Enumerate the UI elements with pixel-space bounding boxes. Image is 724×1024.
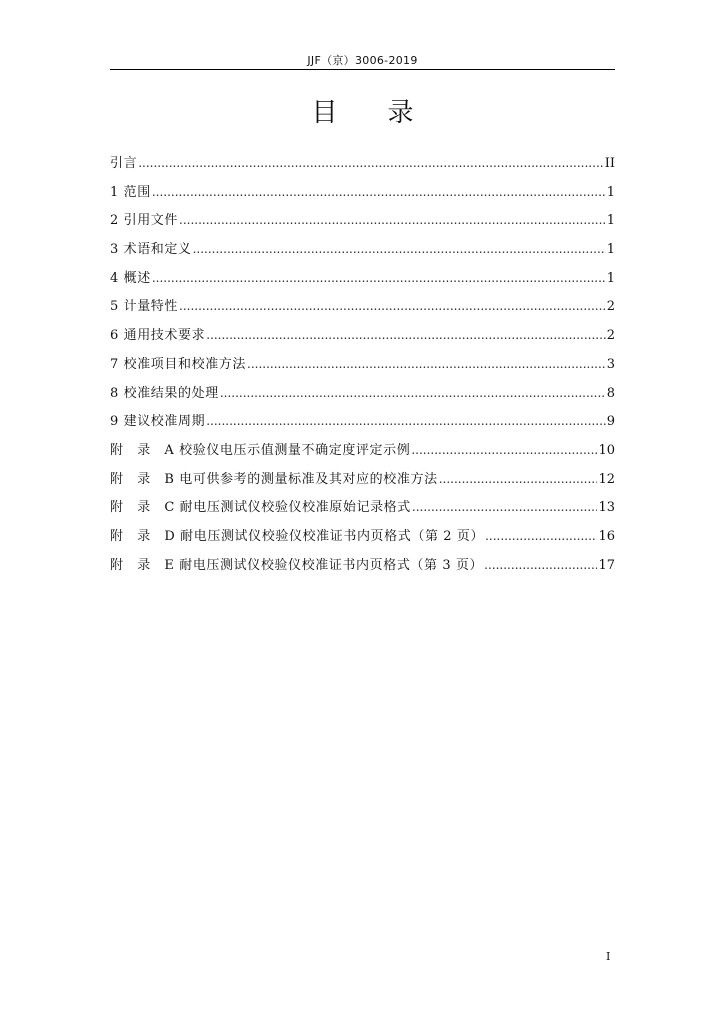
toc-dot-leader [179, 299, 606, 313]
toc-entry-label: 1 范围 [110, 184, 151, 200]
toc-entry-page: 9 [606, 414, 615, 430]
toc-dot-leader [152, 185, 606, 199]
toc-dot-leader [193, 242, 606, 256]
toc-dot-leader [484, 558, 597, 572]
toc-entry-page: II [604, 156, 615, 171]
toc-entry-page: 2 [606, 328, 615, 344]
toc-entry-label: 7 校准项目和校准方法 [110, 356, 247, 372]
toc-entry-page: 17 [598, 557, 615, 573]
toc-entry-label: 附 录 A 校验仪电压示值测量不确定度评定示例 [110, 442, 411, 458]
toc-dot-leader [247, 357, 606, 371]
toc-dot-leader [206, 328, 606, 342]
toc-entry-page: 16 [598, 528, 615, 544]
toc-entry-page: 2 [606, 299, 615, 315]
toc-entry[interactable] [110, 382, 615, 411]
toc-entry-page: 13 [598, 500, 615, 516]
toc-entry-label: 6 通用技术要求 [110, 328, 206, 344]
toc-entry-label: 附 录 B 电可供参考的测量标准及其对应的校准方法 [110, 471, 438, 487]
toc-dot-leader [439, 472, 598, 486]
toc-entry-label: 附 录 E 耐电压测试仪校验仪校准证书内页格式（第 3 页） [110, 557, 484, 573]
page-number: I [606, 950, 611, 963]
toc-entry-label: 2 引用文件 [110, 213, 179, 229]
toc-dot-leader [206, 414, 606, 428]
toc-entry-label: 附 录 D 耐电压测试仪校验仪校准证书内页格式（第 2 页） [110, 528, 485, 544]
toc-entry-page: 1 [606, 270, 615, 286]
toc-entry[interactable] [110, 152, 615, 181]
toc-entry-appendix-c[interactable] [110, 496, 615, 525]
toc-entry-appendix-b[interactable] [110, 468, 615, 497]
toc-entry-label: 4 概述 [110, 270, 151, 286]
toc-dot-leader [411, 443, 597, 457]
toc-entry-label: 8 校准结果的处理 [110, 385, 219, 401]
toc-entry-appendix-a[interactable] [110, 439, 615, 468]
toc-entry[interactable] [110, 410, 615, 439]
toc-entry[interactable] [110, 209, 615, 238]
toc-entry-label: 5 计量特性 [110, 299, 179, 315]
toc-entry-appendix-d[interactable] [110, 525, 615, 554]
toc-entry[interactable] [110, 238, 615, 267]
toc-entry-page: 10 [598, 442, 615, 458]
toc-entry-page: 1 [606, 184, 615, 200]
toc-entry[interactable] [110, 295, 615, 324]
toc-entry[interactable] [110, 267, 615, 296]
toc-entry[interactable] [110, 353, 615, 382]
toc-dot-leader [138, 156, 604, 170]
toc-entry[interactable] [110, 324, 615, 353]
toc-entry-appendix-e[interactable] [110, 554, 615, 583]
toc-dot-leader [179, 213, 606, 227]
toc-entry-page: 12 [598, 471, 615, 487]
table-of-contents [110, 152, 615, 582]
toc-entry-label: 3 术语和定义 [110, 242, 192, 258]
header-rule [110, 69, 615, 70]
toc-dot-leader [412, 500, 598, 514]
toc-entry-page: 3 [606, 356, 615, 372]
toc-dot-leader [220, 386, 606, 400]
toc-entry-page: 1 [606, 242, 615, 258]
toc-entry-page: 1 [606, 213, 615, 229]
document-header-code: JJF（京）3006-2019 [307, 54, 418, 67]
toc-entry[interactable] [110, 181, 615, 210]
toc-entry-page: 8 [606, 385, 615, 401]
toc-dot-leader [152, 271, 606, 285]
toc-entry-label: 引言 [110, 156, 138, 171]
toc-entry-label: 9 建议校准周期 [110, 414, 206, 430]
toc-entry-label: 附 录 C 耐电压测试仪校验仪校准原始记录格式 [110, 500, 411, 516]
toc-dot-leader [485, 529, 597, 543]
page-title: 目录 [311, 98, 464, 128]
